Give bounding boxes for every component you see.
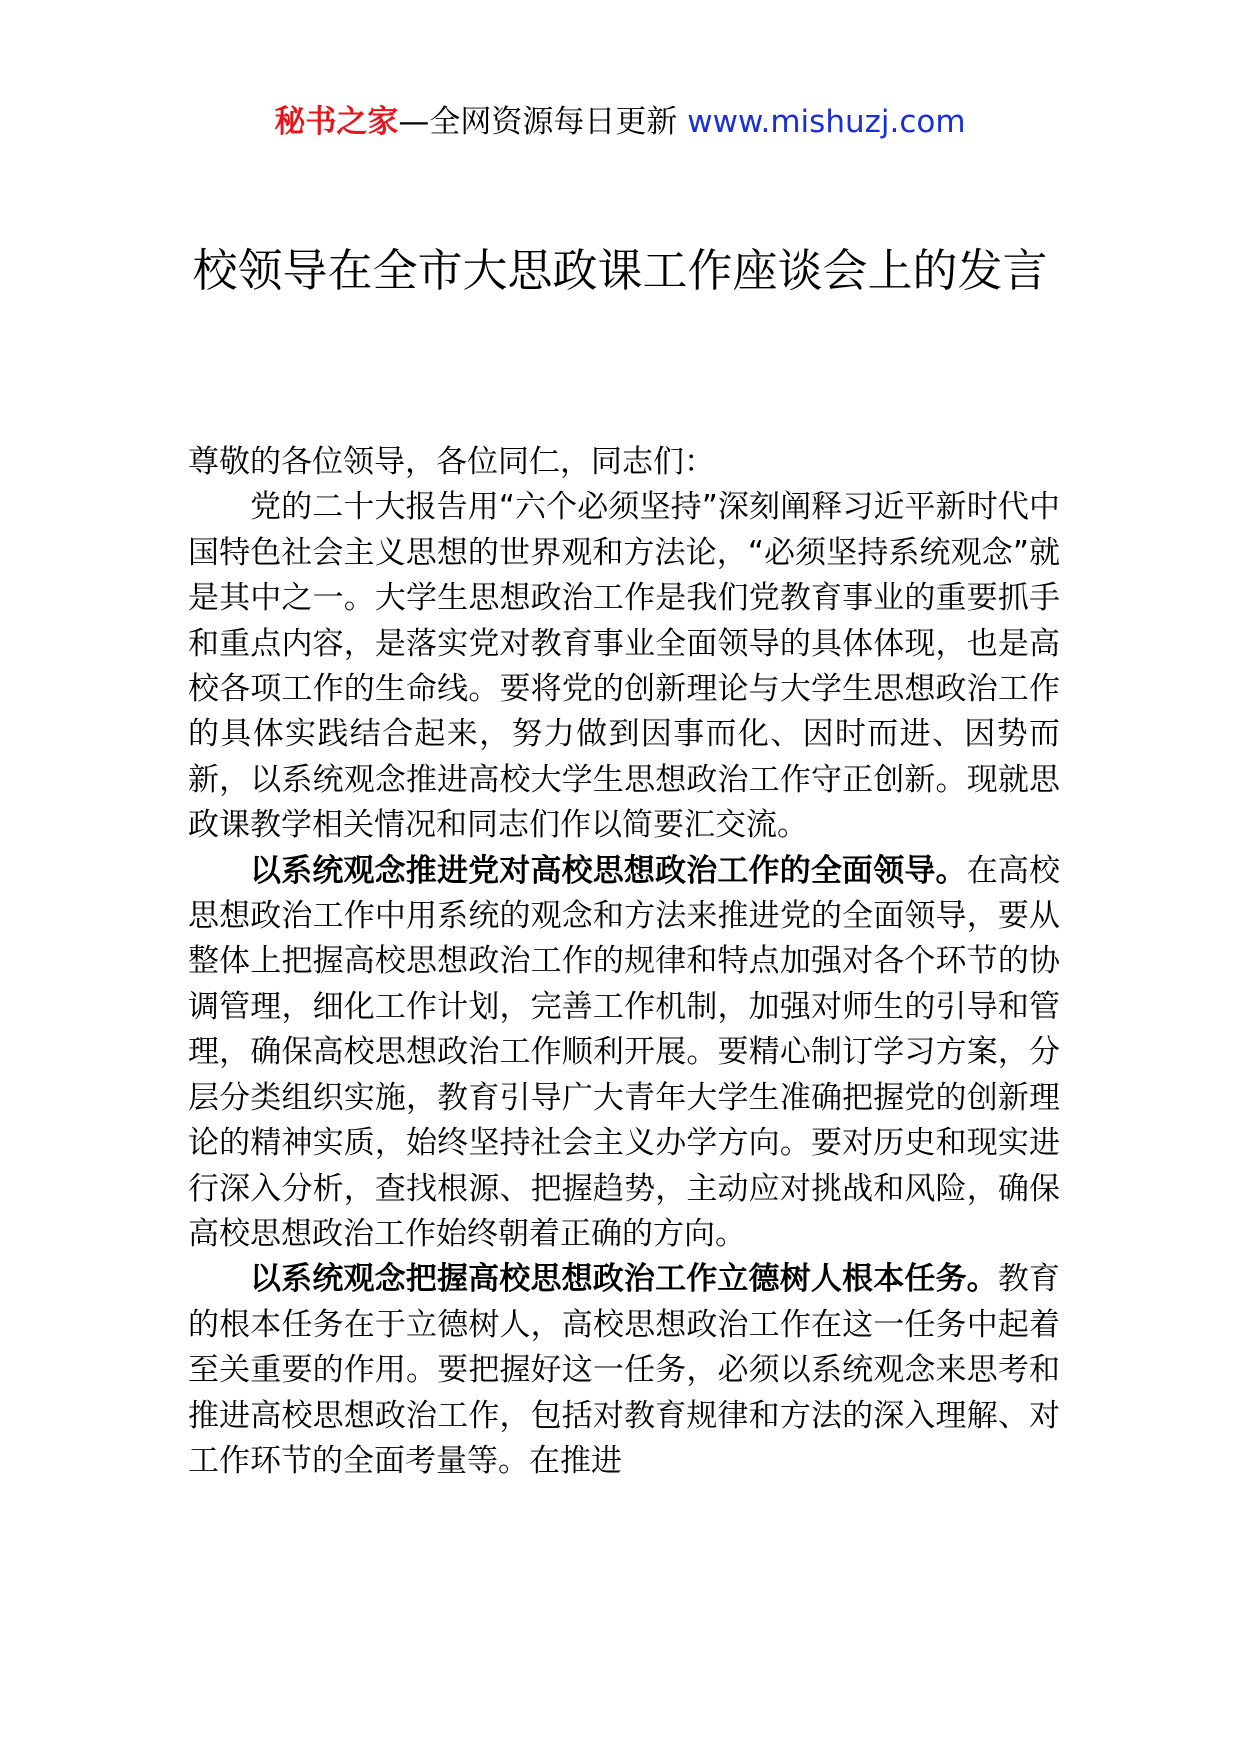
section-heading: 以系统观念把握高校思想政治工作立德树人根本任务。 bbox=[250, 1261, 998, 1298]
website-link[interactable]: www.mishuzj.com bbox=[687, 104, 966, 140]
paragraph-text: 在高校思想政治工作中用系统的观念和方法来推进党的全面领导，要从整体上把握高校思想政治工作的规律和特点加强对各个环节的协调管理，细化工作计划，完善工作机制，加强对师生的引导和管理，确保高校思想政治工作顺利开展。要精心制订学习方案，分层分类组织实施，教育引导广大青年大学生准确把握党的创新理论的精神实质，始终坚持社会主义办学方向。要对历史和现实进行深入分析，查找根源、把握趋势，主动应对挑战和风险，确保高校思想政治工作始终朝着正确的方向。 bbox=[188, 852, 1061, 1252]
brand-name: 秘书之家 bbox=[274, 104, 399, 140]
salutation: 尊敬的各位领导，各位同仁，同志们： bbox=[188, 444, 715, 480]
header-slogan: —全网资源每日更新 bbox=[398, 104, 688, 140]
section-heading: 以系统观念推进党对高校思想政治工作的全面领导。 bbox=[250, 852, 967, 889]
document-title: 校领导在全市大思政课工作座谈会上的发言 bbox=[192, 244, 1048, 297]
paragraph-intro bbox=[188, 485, 1060, 848]
paragraph-leadership bbox=[188, 849, 1060, 1258]
document-body bbox=[188, 440, 1060, 1484]
site-header bbox=[0, 100, 1240, 144]
paragraph-moral-education bbox=[188, 1257, 1060, 1484]
paragraph-text: 党的二十大报告用“六个必须坚持”深刻阐释习近平新时代中国特色社会主义思想的世界观和方法论，“必须坚持系统观念”就是其中之一。大学生思想政治工作是我们党教育事业的重要抓手和重点内容，是落实党对教育事业全面领导的具体体现，也是高校各项工作的生命线。要将党的创新理论与大学生思想政治工作的具体实践结合起来，努力做到因事而化、因时而进、因势而新，以系统观念推进高校大学生思想政治工作守正创新。现就思政课教学相关情况和同志们作以简要汇交流。 bbox=[188, 489, 1060, 844]
paragraph-text: 教育的根本任务在于立德树人，高校思想政治工作在这一任务中起着至关重要的作用。要把握好这一任务，必须以系统观念来思考和推进高校思想政治工作，包括对教育规律和方法的深入理解、对工作环节的全面考量等。在推进 bbox=[188, 1261, 1061, 1479]
